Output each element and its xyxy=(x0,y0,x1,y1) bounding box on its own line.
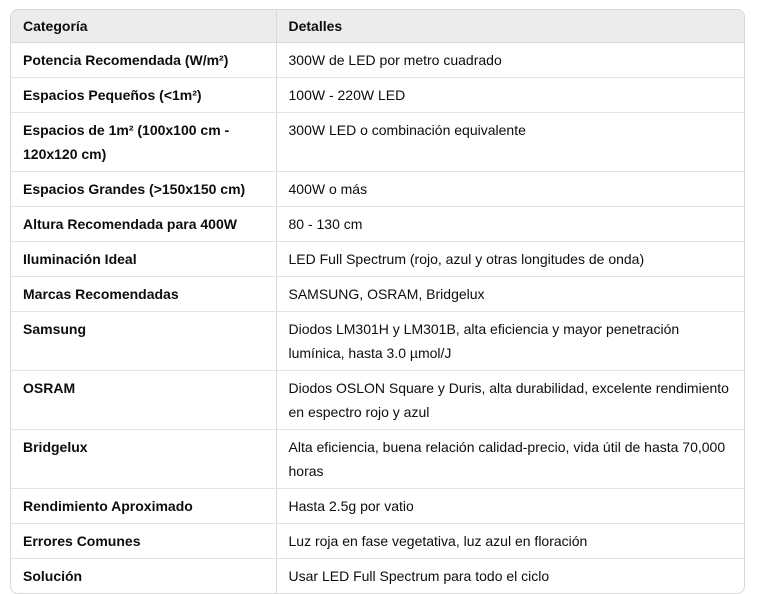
row-value: Luz roja en fase vegetativa, luz azul en floración xyxy=(276,523,745,558)
row-value: Diodos OSLON Square y Duris, alta durabilidad, excelente rendimiento en espectro rojo y azul xyxy=(276,370,745,429)
row-value: SAMSUNG, OSRAM, Bridgelux xyxy=(276,276,745,311)
table-row xyxy=(11,370,745,429)
table-row xyxy=(11,488,745,523)
row-key: Iluminación Ideal xyxy=(11,241,276,276)
table-row xyxy=(11,77,745,112)
row-key: Errores Comunes xyxy=(11,523,276,558)
row-key: Bridgelux xyxy=(11,429,276,488)
row-value: 300W de LED por metro cuadrado xyxy=(276,42,745,77)
row-key: Rendimiento Aproximado xyxy=(11,488,276,523)
table-row xyxy=(11,429,745,488)
table-row xyxy=(11,523,745,558)
row-key: Espacios de 1m² (100x100 cm - 120x120 cm) xyxy=(11,112,276,171)
row-key: Samsung xyxy=(11,311,276,370)
table-row xyxy=(11,206,745,241)
info-table xyxy=(11,10,745,593)
row-value: 400W o más xyxy=(276,171,745,206)
header-details: Detalles xyxy=(276,10,745,42)
table-row xyxy=(11,311,745,370)
row-value: Usar LED Full Spectrum para todo el ciclo xyxy=(276,558,745,593)
row-value: Diodos LM301H y LM301B, alta eficiencia y mayor penetración lumínica, hasta 3.0 µmol/J xyxy=(276,311,745,370)
row-value: 80 - 130 cm xyxy=(276,206,745,241)
row-key: Espacios Grandes (>150x150 cm) xyxy=(11,171,276,206)
row-key: Potencia Recomendada (W/m²) xyxy=(11,42,276,77)
row-value: 100W - 220W LED xyxy=(276,77,745,112)
table-row xyxy=(11,171,745,206)
table-row xyxy=(11,112,745,171)
row-key: Solución xyxy=(23,567,83,584)
row-value: Hasta 2.5g por vatio xyxy=(276,488,745,523)
row-key: OSRAM xyxy=(11,370,276,429)
header-category: Categoría xyxy=(11,10,276,42)
table-row xyxy=(11,276,745,311)
row-value: 300W LED o combinación equivalente xyxy=(276,112,745,171)
table-row xyxy=(11,42,745,77)
row-key: Marcas Recomendadas xyxy=(11,276,276,311)
table-row xyxy=(11,241,745,276)
row-key: Altura Recomendada para 400W xyxy=(11,206,276,241)
table-row xyxy=(11,558,745,593)
row-value: Alta eficiencia, buena relación calidad-precio, vida útil de hasta 70,000 horas xyxy=(276,429,745,488)
row-value: LED Full Spectrum (rojo, azul y otras longitudes de onda) xyxy=(276,241,745,276)
row-key: Espacios Pequeños (<1m²) xyxy=(11,77,276,112)
info-table-container xyxy=(10,9,745,594)
table-header-row xyxy=(11,10,745,42)
